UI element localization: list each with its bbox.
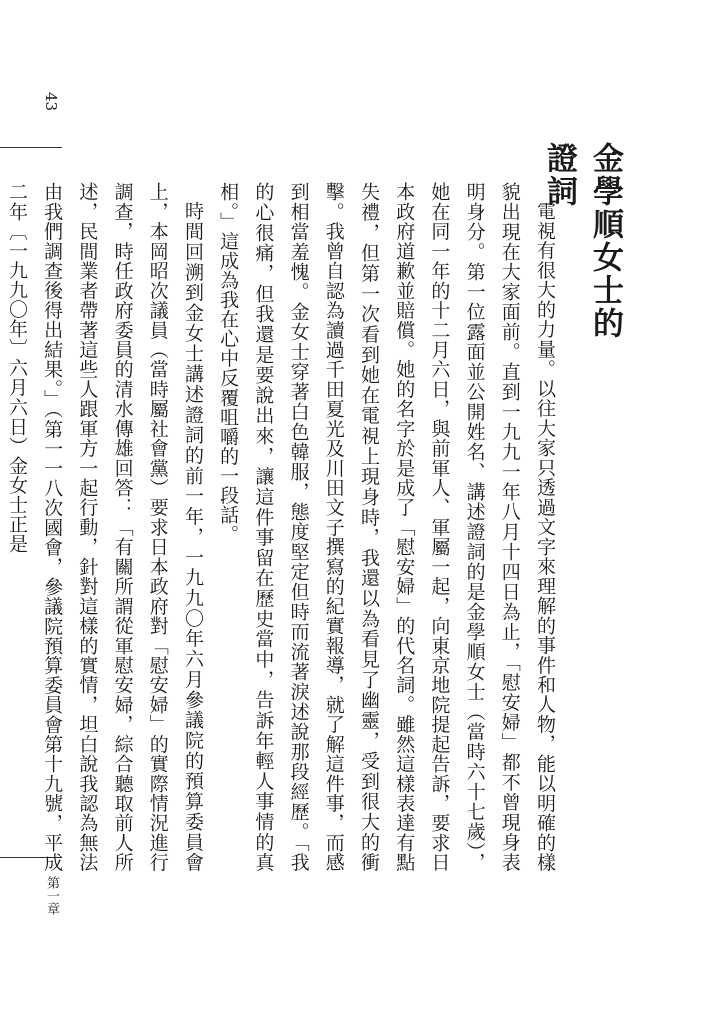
header-rule (0, 147, 62, 148)
article-title: 金學順女士的證詞 (541, 142, 623, 340)
paragraph: 時間回溯到金女士講述證詞的前一年，一九九〇年六月參議院的預算委員會上，本岡昭次議員（當時屬社會黨）要求日本政府對「慰安婦」的實際情況進行調查，時任政府委員的清水傳雄回答：「有關所謂從軍慰安婦，綜合聽取前人所述，民間業者帶著這些人跟軍方一起行動，針對這樣的實情，坦白說我認為無法由我們調查後得出結果。」（第一一八次國會，參議院預算委員會第十九號，平成二年〔一九九〇年〕六月六日）金女士正是 (5, 182, 204, 872)
page-number: 43 (42, 92, 60, 112)
chapter-label: 第一章 (44, 876, 59, 915)
article-body (5, 182, 562, 872)
paragraph: 電視有很大的力量。以往大家只透過文字來理解的事件和人物，能以明確的樣貌出現在大家面前。直到一九九一年八月十四日為止，「慰安婦」都不曾現身表明身分。第一位露面並公開姓名、講述證詞的是金學順女士（當時六十七歲），她在同一年的十二月六日，與前軍人、軍屬一起，向東京地院提起告訴，要求日本政府道歉並賠償。她的名字於是成了「慰安婦」的代名詞。雖然這樣表達有點失禮，但第一次看到她在電視上現身時，我還以為看見了幽靈，受到很大的衝擊。我曾自認為讀過千田夏光及川田文子撰寫的紀實報導，就了解這件事，而感到相當羞愧。金女士穿著白色韓服，態度堅定但時而流著淚述說那段經歷。「我的心很痛，但我還是要說出來，讓這件事留在歷史當中，告訴年輕人事情的真相。」這成為我在心中反覆咀嚼的一段話。 (217, 182, 556, 872)
